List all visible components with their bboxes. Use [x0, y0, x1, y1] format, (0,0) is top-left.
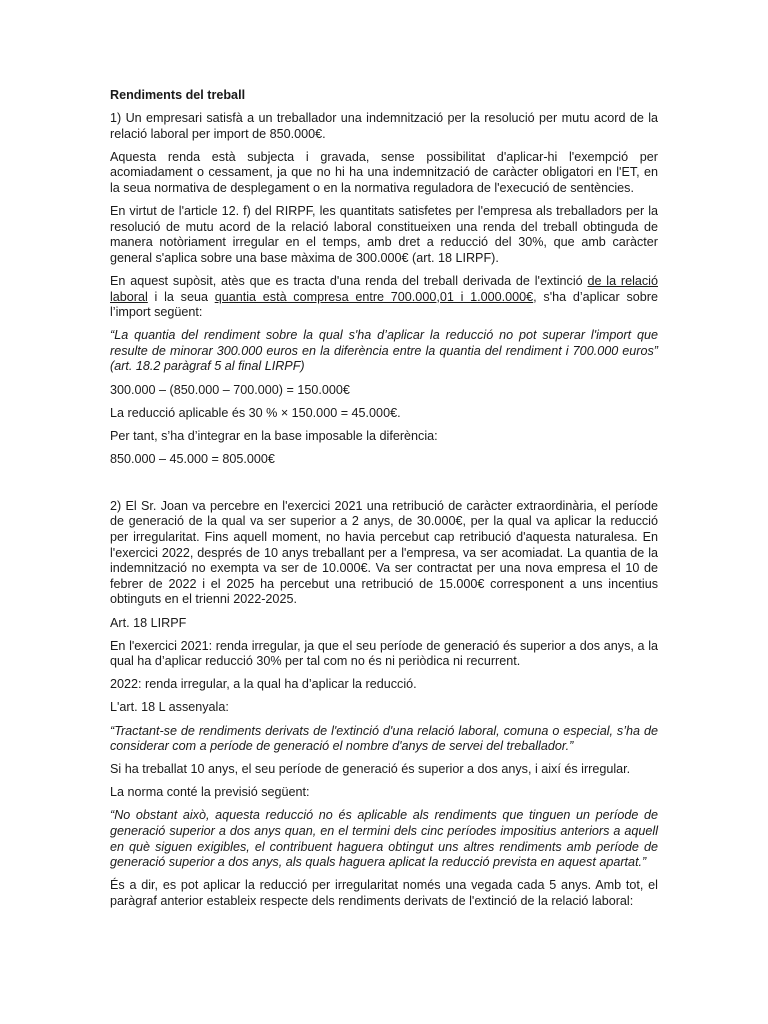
s1-calc-result: 850.000 – 45.000 = 805.000€ [110, 451, 275, 466]
s1-paragraph-integrate: Per tant, s’ha d’integrar en la base imposable la diferència: [110, 428, 438, 443]
s2-statement: 2) El Sr. Joan va percebre en l'exercici 2021 una retribució de caràcter extraordinària, el període de generació de la qual va ser superior a 2 anys, de 30.000€, per la qual va aplicar la reducció per irregularitat. Fins aquell moment, no havia percebut cap retribució d'aquesta naturalesa. En l'exercici 2022, després de 10 anys treballant per a l'empresa, va ser acomiadat. La quantia de la indemnització no exempta va ser de 10.000€. Va ser contractat per una nova empresa el 10 de febrer de 2022 i el 2025 ha percebut una retribució de 15.000€ corresponent a uns incentius obtinguts en el trienni 2022-2025. [110, 498, 658, 607]
s2-paragraph-2021: En l'exercici 2021: renda irregular, ja que el seu període de generació és superior a dos anys, a la qual ha d’aplicar reducció 30% per tal com no és ni periòdica ni recurrent. [110, 638, 658, 669]
s1-case-text-a: En aquest supòsit, atès que es tracta d'una renda del treball derivada de l'extinció [110, 273, 588, 288]
s1-case-text-c: , s'ha d’aplicar sobre l’import següent: [110, 289, 659, 320]
section-spacer [110, 475, 658, 499]
document-title: Rendiments del treball [110, 88, 246, 102]
s2-paragraph-conclusion: És a dir, es pot aplicar la reducció per irregularitat només una vegada cada 5 anys. Amb tot, el paràgraf anterior estableix respecte dels rendiments derivats de l'extinció de la relació laboral: [110, 878, 658, 908]
s2-paragraph-years: Si ha treballat 10 anys, el seu període de generació és superior a dos anys, i així és irregular. [110, 762, 631, 777]
s1-paragraph-case [110, 274, 658, 321]
s1-statement: 1) Un empresari satisfà a un treballador una indemnització per la resolució per mutu acord de la relació laboral per import de 850.000€. [110, 111, 658, 141]
s2-quote-exception: “No obstant això, aquesta reducció no és aplicable als rendiments que tinguen un període de generació superior a dos anys quan, en el termini dels cinc períodes impositius anteriors a aquell en què siguen exigibles, el contribuent haguera obtingut uns altres rendiments amb període de generació superior a dos anys, als quals haguera aplicat la reducció prevista en aquest apartat.” [110, 808, 658, 870]
s2-article-ref: Art. 18 LIRPF [110, 615, 187, 630]
s1-quote-law: “La quantia del rendiment sobre la qual s'ha d’aplicar la reducció no pot superar l'import que resulte de minorar 300.000 euros en la diferència entre la quantia del rendiment i 700.000 euros” (art. 18.2 paràgraf 5 al final LIRPF) [110, 328, 658, 374]
s1-paragraph-exemption: Aquesta renda està subjecta i gravada, sense possibilitat d'aplicar-hi l'exempció per acomiadament o cessament, ja que no hi ha una indemnització de caràcter obligatori en l'ET, en la seua normativa de desplegament o en la normativa reguladora de l'execució de sentències. [110, 149, 658, 195]
s1-calc-reduction: La reducció aplicable és 30 % × 150.000 = 45.000€. [110, 405, 401, 420]
s2-paragraph-norm: La norma conté la previsió següent: [110, 785, 310, 800]
s1-case-underline-amount: quantia està compresa entre 700.000,01 i 1.000.000€ [214, 289, 534, 304]
s1-calc-base: 300.000 – (850.000 – 700.000) = 150.000€ [110, 382, 350, 397]
s2-quote-extinction: “Tractant-se de rendiments derivats de l'extinció d'una relació laboral, comuna o especial, s’ha de considerar com a període de generació el nombre d'anys de servei del treballador.” [110, 723, 658, 754]
s2-paragraph-article: L'art. 18 L assenyala: [110, 700, 229, 715]
s1-case-underline-relation: de la relació laboral [110, 273, 658, 304]
s1-paragraph-rirpf: En virtut de l'article 12. f) del RIRPF, les quantitats satisfetes per l'empresa als treballadors per la resolució de mutu acord de la relació laboral constitueixen una renda del treball obtinguda de manera notòriament irregular en el temps, amb dret a reducció del 30%, que amb caràcter general s'aplica sobre una base màxima de 300.000€ (art. 18 LIRPF). [110, 204, 658, 265]
s2-paragraph-2022: 2022: renda irregular, a la qual ha d’aplicar la reducció. [110, 677, 417, 692]
s1-case-text-b: i la seua [147, 289, 215, 304]
document-page [110, 88, 658, 917]
